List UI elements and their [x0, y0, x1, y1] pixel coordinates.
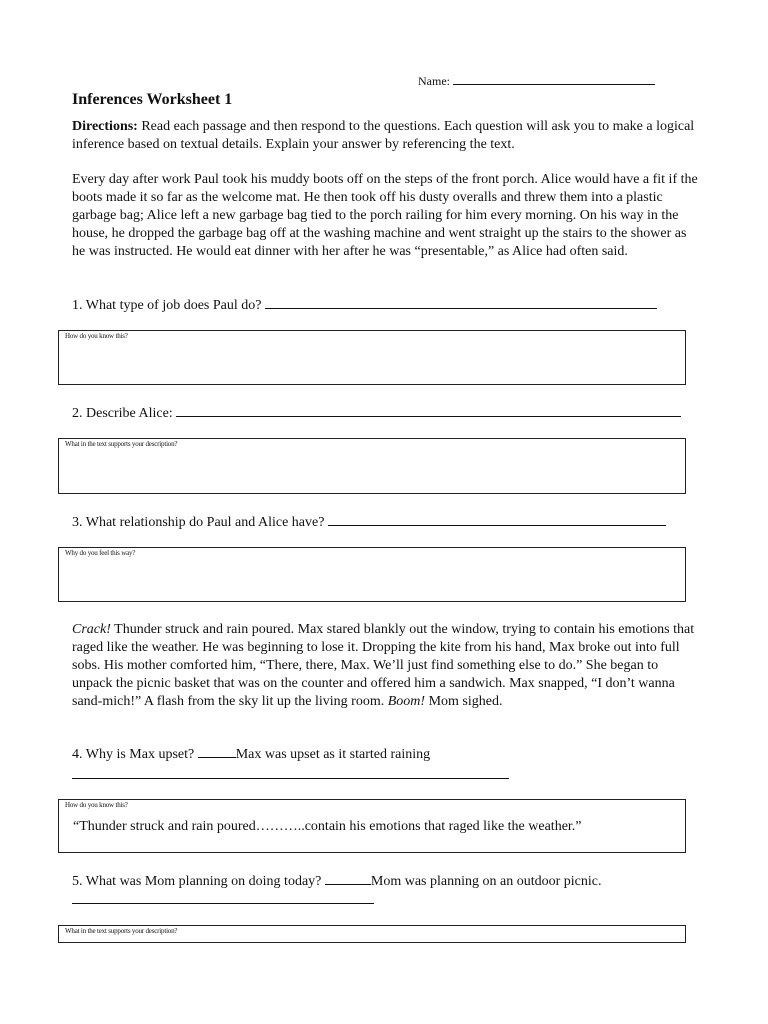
question-3-text: 3. What relationship do Paul and Alice have?: [72, 515, 325, 530]
question-1: [72, 296, 657, 315]
question-2-box-label: What in the text supports your description?: [65, 440, 178, 448]
passage-paul-alice: Every day after work Paul took his muddy boots off on the steps of the front porch. Alice would have a fit if the boots made it so far as the welcome mat. He then took off his dusty overalls and threw them into a plastic garbage bag; Alice left a new garbage bag tied to the porch railing for him every morning. On his way in the house, he dropped the garbage bag off at the washing machine and went straight up the stairs to the shower as he was instructed. He would eat dinner with her after he was “presentable,” as Alice had often said.: [72, 172, 698, 259]
question-3-answer-line[interactable]: [328, 513, 666, 526]
question-1-text: 1. What type of job does Paul do?: [72, 298, 262, 313]
question-4-box-answer[interactable]: “Thunder struck and rain poured………..contain his emotions that raged like the weather.”: [73, 819, 582, 834]
directions: [72, 118, 702, 154]
directions-text: Read each passage and then respond to the questions. Each question will ask you to make a logical inference based on textual details. Explain your answer by referencing the text.: [72, 119, 695, 152]
question-3: [72, 513, 666, 532]
question-4-box-label: How do you know this?: [65, 801, 128, 809]
question-5-answer[interactable]: Mom was planning on an outdoor picnic.: [370, 874, 602, 889]
question-5-text: 5. What was Mom planning on doing today?: [72, 874, 322, 889]
name-input-line[interactable]: [453, 74, 655, 85]
question-5-box-label: What in the text supports your description?: [65, 927, 178, 935]
question-3-box-label: Why do you feel this way?: [65, 549, 136, 557]
question-4-answer[interactable]: Max was upset as it started raining: [235, 747, 431, 762]
question-4-answer-line-2[interactable]: [72, 778, 509, 779]
question-2-answer-line[interactable]: [176, 404, 681, 417]
question-1-box-label: How do you know this?: [65, 332, 128, 340]
page-title: Inferences Worksheet 1: [72, 91, 233, 108]
question-5: [72, 872, 601, 891]
question-4-answer-prefix-line[interactable]: [198, 745, 236, 758]
passage-max-crack: Crack!: [72, 622, 111, 637]
name-label: Name:: [418, 74, 450, 88]
question-5-answer-prefix-line[interactable]: [325, 872, 371, 885]
question-4: [72, 745, 430, 764]
passage-max-boom: Boom!: [387, 694, 426, 709]
passage-max-end: Mom sighed.: [425, 694, 503, 709]
question-5-explain-box[interactable]: [58, 925, 686, 943]
question-1-answer-line[interactable]: [265, 296, 657, 309]
question-2-explain-box[interactable]: [58, 438, 686, 494]
question-4-text: 4. Why is Max upset?: [72, 747, 195, 762]
question-5-answer-line-2[interactable]: [72, 903, 374, 904]
question-1-explain-box[interactable]: [58, 330, 686, 385]
name-field[interactable]: [418, 74, 655, 88]
passage-max: [72, 621, 702, 711]
passage-max-body: Thunder struck and rain poured. Max stared blankly out the window, trying to contain his emotions that raged like the weather. He was beginning to lose it. Dropping the kite from his hand, Max broke out into full sobs. His mother comforted him, “There, there, Max. We’ll just find something else to do.” She began to unpack the picnic basket that was on the counter and offered him a sandwich. Max snapped, “I don’t wanna sand-mich!” A flash from the sky lit up the living room.: [72, 622, 695, 709]
question-2-text: 2. Describe Alice:: [72, 406, 173, 421]
directions-label: Directions:: [72, 119, 138, 134]
question-3-explain-box[interactable]: [58, 547, 686, 602]
question-2: [72, 404, 681, 423]
question-4-explain-box[interactable]: [58, 799, 686, 853]
